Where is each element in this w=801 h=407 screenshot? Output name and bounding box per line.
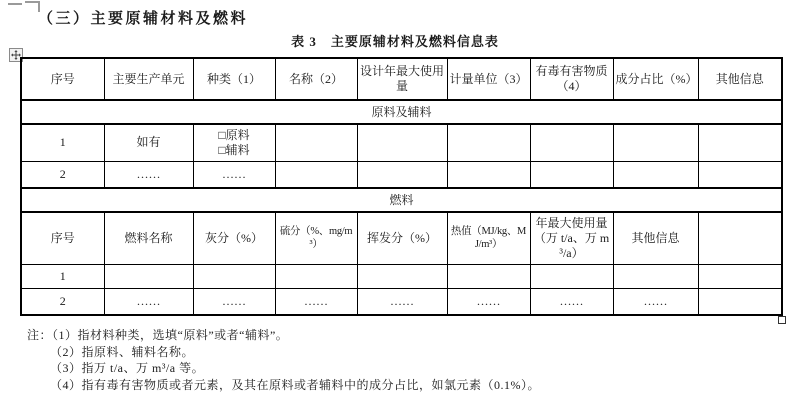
empty-cell[interactable] bbox=[275, 161, 357, 188]
empty-cell[interactable] bbox=[530, 124, 613, 161]
empty-cell[interactable] bbox=[613, 161, 698, 188]
materials-row2-unit[interactable]: …… bbox=[104, 161, 193, 188]
col-component-ratio: 成分占比（%） bbox=[613, 58, 698, 100]
materials-header-row bbox=[21, 58, 782, 100]
fuel-header-row bbox=[21, 212, 782, 264]
col-production-unit: 主要生产单元 bbox=[104, 58, 193, 100]
empty-cell[interactable] bbox=[275, 124, 357, 161]
empty-cell[interactable] bbox=[613, 264, 698, 288]
empty-cell[interactable] bbox=[530, 264, 613, 288]
fuel-col-serial-number: 序号 bbox=[21, 212, 104, 264]
col-other-info: 其他信息 bbox=[698, 58, 782, 100]
table-row bbox=[21, 124, 782, 161]
fuel-col-sulfur: 硫分（%、mg/m³） bbox=[275, 212, 357, 264]
fuel-section-title: 燃料 bbox=[21, 188, 782, 212]
fuel-col-other-info: 其他信息 bbox=[613, 212, 698, 264]
empty-cell[interactable] bbox=[447, 161, 530, 188]
fuel-row2-volatile[interactable]: …… bbox=[357, 288, 447, 315]
fuel-row2-name[interactable]: …… bbox=[104, 288, 193, 315]
materials-row2-no[interactable]: 2 bbox=[21, 161, 104, 188]
fuel-col-ash: 灰分（%） bbox=[193, 212, 275, 264]
materials-row1-kind-cell[interactable] bbox=[193, 124, 275, 161]
empty-cell[interactable] bbox=[447, 124, 530, 161]
empty-cell bbox=[698, 212, 782, 264]
materials-and-fuel-table bbox=[20, 57, 783, 316]
table-resize-handle-icon[interactable] bbox=[778, 316, 786, 324]
col-toxic-substance: 有毒有害物质（4） bbox=[530, 58, 613, 100]
empty-cell[interactable] bbox=[357, 161, 447, 188]
empty-cell[interactable] bbox=[698, 264, 782, 288]
materials-row1-unit[interactable]: 如有 bbox=[104, 124, 193, 161]
note-3: （3）指万 t/a、万 m³/a 等。 bbox=[50, 361, 205, 375]
col-serial-number: 序号 bbox=[21, 58, 104, 100]
checkbox-raw-material[interactable]: □原料 bbox=[218, 127, 250, 142]
col-name: 名称（2） bbox=[275, 58, 357, 100]
note-2: （2）指原料、辅料名称。 bbox=[50, 345, 195, 359]
fuel-row2-heat[interactable]: …… bbox=[447, 288, 530, 315]
col-kind: 种类（1） bbox=[193, 58, 275, 100]
fuel-row2-sulfur[interactable]: …… bbox=[275, 288, 357, 315]
fuel-col-volatile: 挥发分（%） bbox=[357, 212, 447, 264]
note-4: （4）指有毒有害物质或者元素，及其在原料或者辅料中的成分占比，如氯元素（0.1%）。 bbox=[50, 378, 540, 392]
fuel-row1-no[interactable]: 1 bbox=[21, 264, 104, 288]
note-1: 注：（1）指材料种类，选填“原料”或者“辅料”。 bbox=[27, 328, 289, 342]
materials-row1-no[interactable]: 1 bbox=[21, 124, 104, 161]
col-measure-unit: 计量单位（3） bbox=[447, 58, 530, 100]
fuel-col-name: 燃料名称 bbox=[104, 212, 193, 264]
fuel-row2-ash[interactable]: …… bbox=[193, 288, 275, 315]
empty-cell[interactable] bbox=[447, 264, 530, 288]
empty-cell[interactable] bbox=[698, 288, 782, 315]
materials-section-title: 原料及辅料 bbox=[21, 100, 782, 124]
materials-section-row bbox=[21, 100, 782, 124]
fuel-row2-annual[interactable]: …… bbox=[530, 288, 613, 315]
fuel-col-heat-value: 热值（MJ/kg、MJ/m³） bbox=[447, 212, 530, 264]
fuel-col-annual-max-usage: 年最大使用量（万 t/a、万 m³/a） bbox=[530, 212, 613, 264]
fuel-row2-other[interactable]: …… bbox=[613, 288, 698, 315]
checkbox-auxiliary-material[interactable]: □辅料 bbox=[218, 142, 250, 157]
empty-cell[interactable] bbox=[613, 124, 698, 161]
fuel-section-row bbox=[21, 188, 782, 212]
materials-row2-kind[interactable]: …… bbox=[193, 161, 275, 188]
section-heading: （三）主要原辅材料及燃料 bbox=[38, 11, 249, 27]
kind-options bbox=[218, 128, 249, 158]
empty-cell[interactable] bbox=[698, 124, 782, 161]
table-row bbox=[21, 288, 782, 315]
empty-cell[interactable] bbox=[530, 161, 613, 188]
empty-cell[interactable] bbox=[357, 124, 447, 161]
empty-cell[interactable] bbox=[698, 161, 782, 188]
empty-cell[interactable] bbox=[275, 264, 357, 288]
empty-cell[interactable] bbox=[357, 264, 447, 288]
page-margin-mark-line bbox=[8, 3, 22, 5]
empty-cell[interactable] bbox=[104, 264, 193, 288]
table-row bbox=[21, 161, 782, 188]
fuel-row2-no[interactable]: 2 bbox=[21, 288, 104, 315]
empty-cell[interactable] bbox=[193, 264, 275, 288]
table-caption: 表 3 主要原辅材料及燃料信息表 bbox=[291, 34, 499, 49]
col-design-annual-max-usage: 设计年最大使用量 bbox=[357, 58, 447, 100]
table-row bbox=[21, 264, 782, 288]
